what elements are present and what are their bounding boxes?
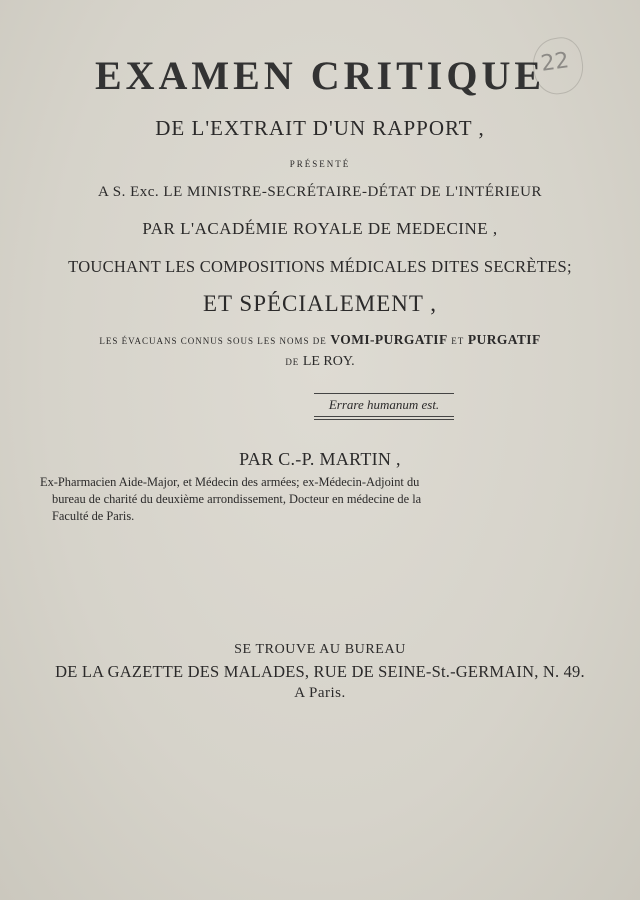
location-line-3: A Paris.	[294, 685, 346, 701]
evacuans-line-2	[0, 354, 640, 370]
bio-line-1: Ex-Pharmacien Aide-Major, et Médecin des armées; ex-Médecin-Adjoint du	[40, 475, 420, 489]
page-title: EXAMEN CRITIQUE	[94, 53, 546, 98]
presente-label: PRÉSENTÉ	[289, 159, 351, 169]
bio-line-2: bureau de charité du deuxième arrondissement, Docteur en médecine de la	[52, 492, 422, 506]
location-line-2: DE LA GAZETTE DES MALADES, RUE DE SEINE-St.-GERMAIN, N. 49.	[55, 662, 585, 681]
evacuans-name2: PURGATIF	[467, 332, 541, 347]
bio-line-3: Faculté de Paris.	[52, 509, 135, 523]
specially-line: ET SPÉCIALEMENT ,	[202, 291, 438, 316]
motto-rule-bottom-2	[314, 419, 454, 420]
evacuans-de: DE	[285, 357, 300, 367]
touching-line: TOUCHANT LES COMPOSITIONS MÉDICALES DITES SECRÈTES;	[68, 257, 572, 276]
author-line: PAR C.-P. MARTIN ,	[239, 449, 401, 469]
evacuans-name3: LE ROY.	[302, 354, 355, 369]
evacuans-conj: ET	[451, 336, 465, 346]
minister-line: A S. Exc. LE MINISTRE-SECRÉTAIRE-DÉTAT DE L'INTÉRIEUR	[98, 184, 542, 200]
author-bio	[40, 474, 472, 525]
motto-rule-bottom	[314, 416, 454, 417]
evacuans-line	[0, 332, 640, 348]
subtitle: DE L'EXTRAIT D'UN RAPPORT ,	[155, 116, 485, 140]
evacuans-name1: VOMI-PURGATIF	[330, 332, 448, 347]
academy-line: PAR L'ACADÉMIE ROYALE DE MEDECINE ,	[142, 219, 498, 238]
motto: Errare humanum est.	[328, 397, 440, 412]
motto-block	[314, 393, 454, 420]
pencil-annotation: 22	[539, 48, 571, 77]
evacuans-lead: LES ÉVACUANS CONNUS SOUS LES NOMS DE	[99, 336, 327, 346]
location-line-1: SE TROUVE AU BUREAU	[234, 642, 406, 657]
